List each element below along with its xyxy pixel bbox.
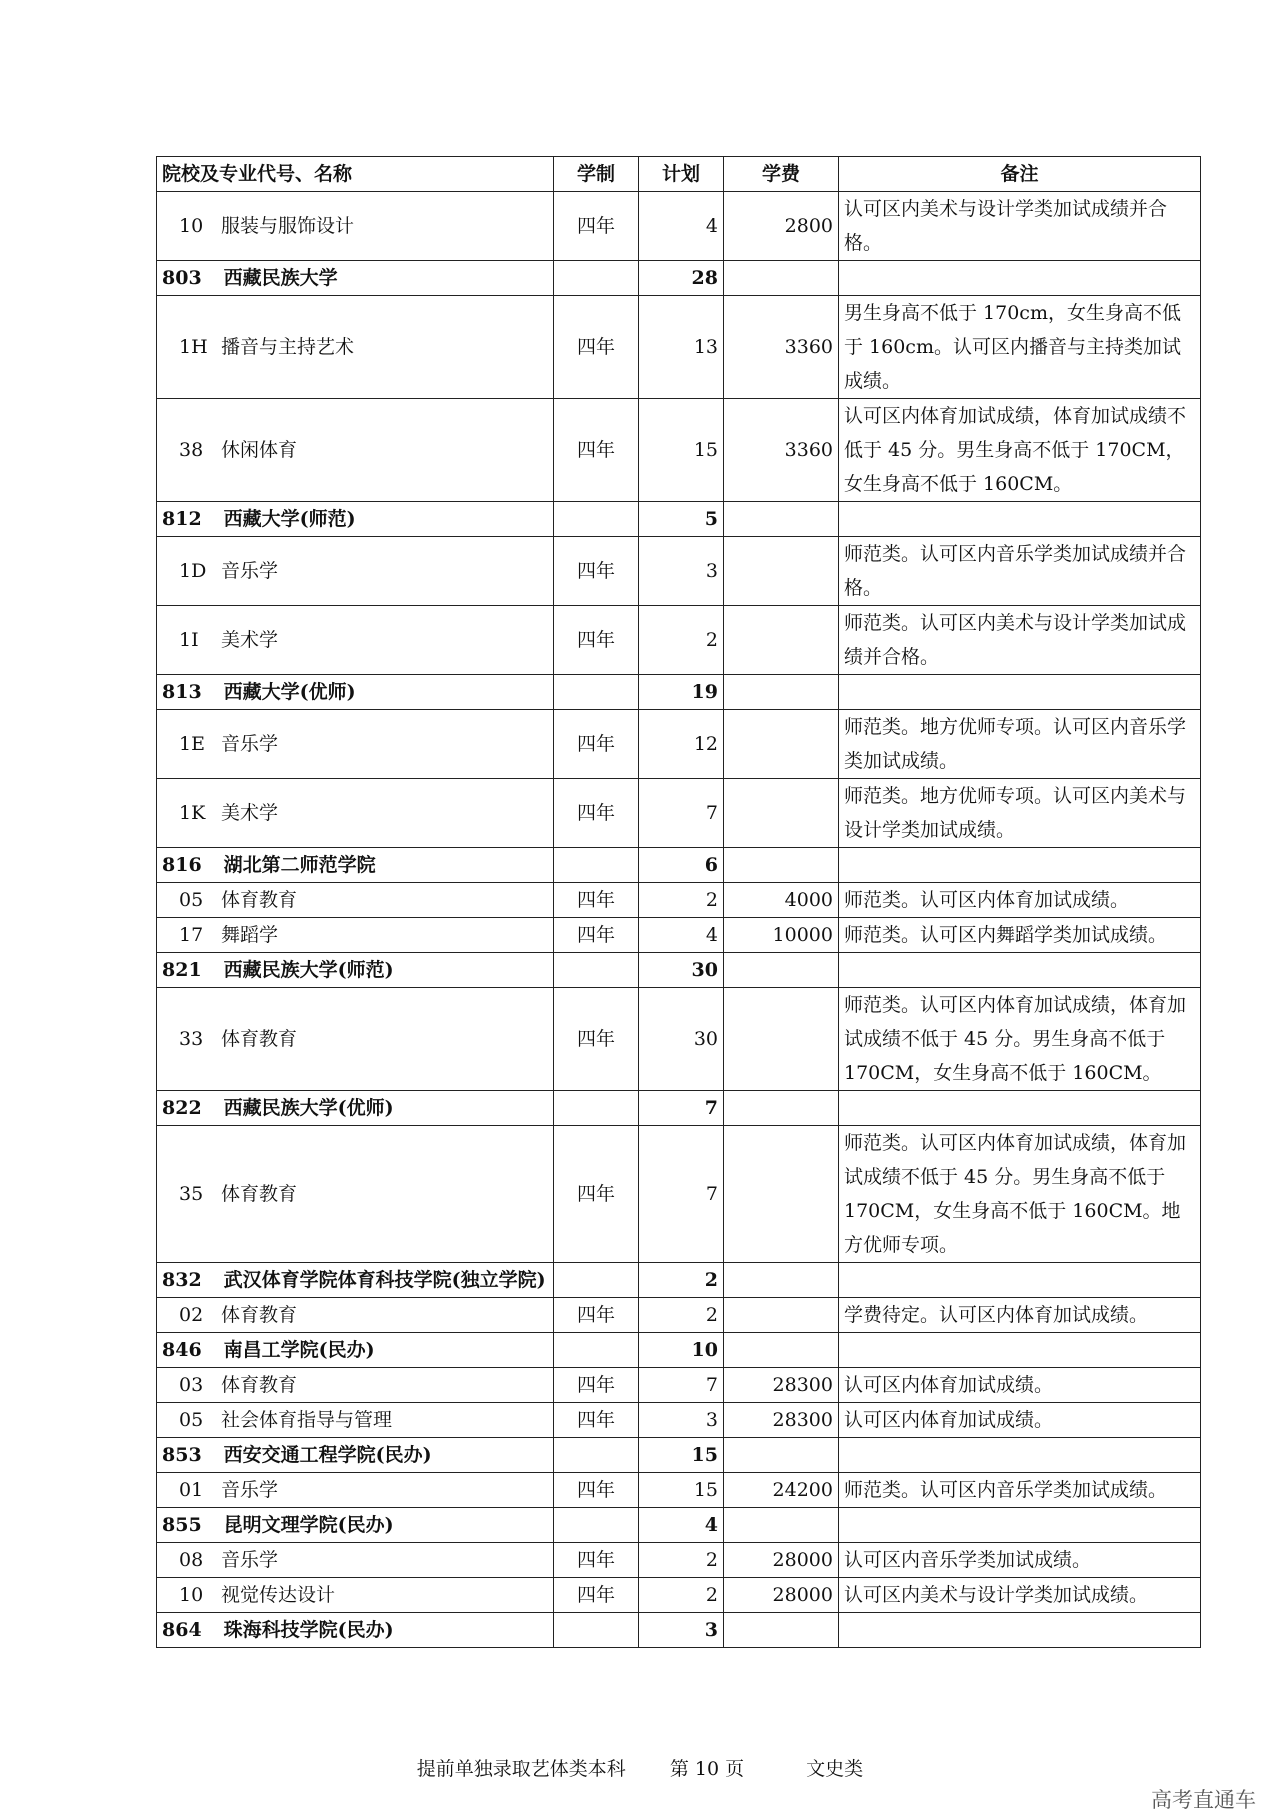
major-plan: 30	[639, 988, 724, 1091]
major-plan: 2	[639, 606, 724, 675]
major-note: 认可区内体育加试成绩，体育加试成绩不低于 45 分。男生身高不低于 170CM，女生身高不低于 160CM。	[839, 399, 1201, 502]
major-system: 四年	[554, 918, 639, 953]
school-name: 西藏大学(优师)	[223, 681, 356, 703]
major-name: 体育教育	[221, 1374, 298, 1396]
page-footer	[0, 1754, 1280, 1781]
school-name-cell	[157, 1091, 554, 1126]
major-name-cell	[157, 988, 554, 1091]
school-system-cell	[554, 1508, 639, 1543]
major-name: 舞蹈学	[221, 924, 279, 946]
header-plan: 计划	[639, 157, 724, 192]
major-code: 1K	[179, 802, 206, 824]
major-note: 认可区内体育加试成绩。	[839, 1368, 1201, 1403]
major-note: 师范类。认可区内美术与设计学类加试成绩并合格。	[839, 606, 1201, 675]
footer-category: 提前单独录取艺体类本科	[416, 1758, 626, 1780]
school-name: 武汉体育学院体育科技学院(独立学院)	[223, 1269, 546, 1291]
major-code: 10	[179, 215, 204, 237]
major-plan: 4	[639, 918, 724, 953]
school-plan: 2	[639, 1263, 724, 1298]
major-note: 师范类。地方优师专项。认可区内音乐学类加试成绩。	[839, 710, 1201, 779]
major-system: 四年	[554, 1578, 639, 1613]
school-row	[157, 675, 1201, 710]
major-code: 10	[179, 1584, 204, 1606]
major-plan: 13	[639, 296, 724, 399]
major-name: 音乐学	[221, 1479, 279, 1501]
major-system: 四年	[554, 399, 639, 502]
school-code: 832	[162, 1269, 202, 1291]
school-system-cell	[554, 1438, 639, 1473]
major-plan: 4	[639, 192, 724, 261]
school-row	[157, 261, 1201, 296]
major-plan: 3	[639, 1403, 724, 1438]
major-code: 01	[179, 1479, 204, 1501]
major-system: 四年	[554, 1298, 639, 1333]
major-plan: 7	[639, 1368, 724, 1403]
school-row	[157, 502, 1201, 537]
school-name: 珠海科技学院(民办)	[223, 1619, 394, 1641]
school-name: 西安交通工程学院(民办)	[223, 1444, 432, 1466]
major-fee: 4000	[724, 883, 839, 918]
major-note: 师范类。认可区内舞蹈学类加试成绩。	[839, 918, 1201, 953]
school-name-cell	[157, 675, 554, 710]
school-row	[157, 1091, 1201, 1126]
school-note-cell	[839, 1508, 1201, 1543]
header-system: 学制	[554, 157, 639, 192]
school-note-cell	[839, 1438, 1201, 1473]
school-system-cell	[554, 1091, 639, 1126]
major-note: 师范类。认可区内音乐学类加试成绩。	[839, 1473, 1201, 1508]
major-row	[157, 918, 1201, 953]
major-row	[157, 988, 1201, 1091]
major-plan: 15	[639, 1473, 724, 1508]
major-fee: 28300	[724, 1403, 839, 1438]
major-row	[157, 1126, 1201, 1263]
school-note-cell	[839, 502, 1201, 537]
school-fee-cell	[724, 1333, 839, 1368]
major-note: 师范类。认可区内体育加试成绩。	[839, 883, 1201, 918]
school-system-cell	[554, 953, 639, 988]
school-row	[157, 1613, 1201, 1648]
major-row	[157, 1298, 1201, 1333]
major-plan: 7	[639, 779, 724, 848]
major-name: 体育教育	[221, 1028, 298, 1050]
major-system: 四年	[554, 710, 639, 779]
major-fee	[724, 1298, 839, 1333]
school-note-cell	[839, 261, 1201, 296]
school-code: 821	[162, 959, 202, 981]
major-plan: 2	[639, 1578, 724, 1613]
school-system-cell	[554, 1333, 639, 1368]
school-note-cell	[839, 848, 1201, 883]
school-plan: 5	[639, 502, 724, 537]
major-system: 四年	[554, 537, 639, 606]
major-row	[157, 1543, 1201, 1578]
school-name: 南昌工学院(民办)	[223, 1339, 375, 1361]
school-code: 846	[162, 1339, 202, 1361]
school-fee-cell	[724, 1613, 839, 1648]
major-name: 播音与主持艺术	[221, 336, 355, 358]
school-name: 湖北第二师范学院	[223, 854, 376, 876]
school-note-cell	[839, 953, 1201, 988]
school-system-cell	[554, 848, 639, 883]
major-code: 02	[179, 1304, 204, 1326]
page-number: 第 10 页	[669, 1758, 745, 1780]
school-name-cell	[157, 1508, 554, 1543]
major-system: 四年	[554, 1126, 639, 1263]
major-note: 男生身高不低于 170cm，女生身高不低于 160cm。认可区内播音与主持类加试成绩。	[839, 296, 1201, 399]
major-plan: 7	[639, 1126, 724, 1263]
major-fee	[724, 779, 839, 848]
major-fee: 3360	[724, 296, 839, 399]
major-name-cell	[157, 1578, 554, 1613]
school-name: 西藏民族大学(师范)	[223, 959, 394, 981]
major-name-cell	[157, 192, 554, 261]
school-plan: 19	[639, 675, 724, 710]
major-system: 四年	[554, 1543, 639, 1578]
major-system: 四年	[554, 883, 639, 918]
major-code: 08	[179, 1549, 204, 1571]
major-name-cell	[157, 883, 554, 918]
major-code: 1D	[179, 560, 207, 582]
school-code: 813	[162, 681, 202, 703]
school-fee-cell	[724, 1438, 839, 1473]
major-name: 服装与服饰设计	[221, 215, 355, 237]
major-system: 四年	[554, 1403, 639, 1438]
major-fee	[724, 710, 839, 779]
school-fee-cell	[724, 675, 839, 710]
school-fee-cell	[724, 1263, 839, 1298]
school-name-cell	[157, 1438, 554, 1473]
enrollment-table	[156, 156, 1201, 1648]
major-plan: 3	[639, 537, 724, 606]
major-name: 体育教育	[221, 1304, 298, 1326]
school-code: 812	[162, 508, 202, 530]
school-plan: 30	[639, 953, 724, 988]
major-name-cell	[157, 1473, 554, 1508]
school-note-cell	[839, 1613, 1201, 1648]
major-fee	[724, 537, 839, 606]
major-name-cell	[157, 779, 554, 848]
major-plan: 12	[639, 710, 724, 779]
major-note: 认可区内音乐学类加试成绩。	[839, 1543, 1201, 1578]
school-name-cell	[157, 502, 554, 537]
major-name: 休闲体育	[221, 439, 298, 461]
school-name: 昆明文理学院(民办)	[223, 1514, 394, 1536]
major-name: 美术学	[221, 629, 279, 651]
major-name-cell	[157, 537, 554, 606]
major-note: 认可区内体育加试成绩。	[839, 1403, 1201, 1438]
school-code: 822	[162, 1097, 202, 1119]
major-system: 四年	[554, 988, 639, 1091]
school-name-cell	[157, 1263, 554, 1298]
major-code: 33	[179, 1028, 204, 1050]
school-fee-cell	[724, 953, 839, 988]
school-name-cell	[157, 1333, 554, 1368]
major-row	[157, 1473, 1201, 1508]
major-name-cell	[157, 1403, 554, 1438]
header-note: 备注	[839, 157, 1201, 192]
major-name: 音乐学	[221, 733, 279, 755]
major-name-cell	[157, 1543, 554, 1578]
major-plan: 15	[639, 399, 724, 502]
school-name-cell	[157, 1613, 554, 1648]
major-name: 视觉传达设计	[221, 1584, 336, 1606]
school-note-cell	[839, 1333, 1201, 1368]
major-note: 师范类。认可区内体育加试成绩，体育加试成绩不低于 45 分。男生身高不低于 170CM，女生身高不低于 160CM。	[839, 988, 1201, 1091]
major-system: 四年	[554, 296, 639, 399]
major-row	[157, 192, 1201, 261]
major-row	[157, 399, 1201, 502]
major-plan: 2	[639, 883, 724, 918]
school-plan: 4	[639, 1508, 724, 1543]
major-name-cell	[157, 918, 554, 953]
school-system-cell	[554, 1263, 639, 1298]
major-code: 17	[179, 924, 204, 946]
school-row	[157, 1508, 1201, 1543]
school-name: 西藏大学(师范)	[223, 508, 356, 530]
school-code: 864	[162, 1619, 202, 1641]
major-note: 师范类。认可区内音乐学类加试成绩并合格。	[839, 537, 1201, 606]
major-row	[157, 537, 1201, 606]
major-row	[157, 1578, 1201, 1613]
major-code: 05	[179, 1409, 204, 1431]
school-row	[157, 1263, 1201, 1298]
major-name-cell	[157, 1368, 554, 1403]
major-note: 学费待定。认可区内体育加试成绩。	[839, 1298, 1201, 1333]
major-code: 38	[179, 439, 204, 461]
header-name: 院校及专业代号、名称	[157, 157, 554, 192]
major-name-cell	[157, 296, 554, 399]
school-plan: 28	[639, 261, 724, 296]
school-plan: 6	[639, 848, 724, 883]
school-fee-cell	[724, 1091, 839, 1126]
major-code: 05	[179, 889, 204, 911]
major-name: 体育教育	[221, 889, 298, 911]
school-name: 西藏民族大学(优师)	[223, 1097, 394, 1119]
major-system: 四年	[554, 1368, 639, 1403]
major-name-cell	[157, 1126, 554, 1263]
header-fee: 学费	[724, 157, 839, 192]
school-row	[157, 1333, 1201, 1368]
school-plan: 10	[639, 1333, 724, 1368]
major-fee: 2800	[724, 192, 839, 261]
school-name-cell	[157, 953, 554, 988]
major-row	[157, 606, 1201, 675]
school-name-cell	[157, 261, 554, 296]
school-name-cell	[157, 848, 554, 883]
footer-subject: 文史类	[806, 1758, 864, 1780]
major-fee: 28300	[724, 1368, 839, 1403]
major-note: 师范类。认可区内体育加试成绩，体育加试成绩不低于 45 分。男生身高不低于 170CM，女生身高不低于 160CM。地方优师专项。	[839, 1126, 1201, 1263]
school-fee-cell	[724, 261, 839, 296]
school-system-cell	[554, 261, 639, 296]
major-fee	[724, 1126, 839, 1263]
school-system-cell	[554, 675, 639, 710]
major-row	[157, 883, 1201, 918]
major-plan: 2	[639, 1298, 724, 1333]
major-code: 1I	[179, 629, 199, 651]
school-code: 816	[162, 854, 202, 876]
school-fee-cell	[724, 1508, 839, 1543]
major-fee: 28000	[724, 1578, 839, 1613]
major-system: 四年	[554, 779, 639, 848]
major-name: 美术学	[221, 802, 279, 824]
watermark: 高考直通车	[1151, 1788, 1256, 1812]
major-row	[157, 296, 1201, 399]
school-plan: 7	[639, 1091, 724, 1126]
major-code: 03	[179, 1374, 204, 1396]
school-name: 西藏民族大学	[223, 267, 338, 289]
school-note-cell	[839, 675, 1201, 710]
school-code: 853	[162, 1444, 202, 1466]
school-system-cell	[554, 502, 639, 537]
major-row	[157, 1368, 1201, 1403]
major-row	[157, 1403, 1201, 1438]
major-name: 音乐学	[221, 1549, 279, 1571]
major-system: 四年	[554, 192, 639, 261]
major-row	[157, 710, 1201, 779]
school-row	[157, 848, 1201, 883]
major-fee: 3360	[724, 399, 839, 502]
major-code: 1H	[179, 336, 208, 358]
major-name-cell	[157, 606, 554, 675]
major-name-cell	[157, 710, 554, 779]
school-note-cell	[839, 1263, 1201, 1298]
school-plan: 3	[639, 1613, 724, 1648]
major-name-cell	[157, 1298, 554, 1333]
major-note: 师范类。地方优师专项。认可区内美术与设计学类加试成绩。	[839, 779, 1201, 848]
major-code: 1E	[179, 733, 205, 755]
school-fee-cell	[724, 848, 839, 883]
major-system: 四年	[554, 606, 639, 675]
major-fee	[724, 988, 839, 1091]
major-note: 认可区内美术与设计学类加试成绩并合格。	[839, 192, 1201, 261]
major-name: 音乐学	[221, 560, 279, 582]
school-row	[157, 1438, 1201, 1473]
school-note-cell	[839, 1091, 1201, 1126]
major-name: 体育教育	[221, 1183, 298, 1205]
major-row	[157, 779, 1201, 848]
major-note: 认可区内美术与设计学类加试成绩。	[839, 1578, 1201, 1613]
major-code: 35	[179, 1183, 204, 1205]
school-system-cell	[554, 1613, 639, 1648]
major-plan: 2	[639, 1543, 724, 1578]
school-row	[157, 953, 1201, 988]
major-name: 社会体育指导与管理	[221, 1409, 393, 1431]
major-system: 四年	[554, 1473, 639, 1508]
major-fee: 24200	[724, 1473, 839, 1508]
major-name-cell	[157, 399, 554, 502]
school-code: 803	[162, 267, 202, 289]
major-fee	[724, 606, 839, 675]
table-header-row	[157, 157, 1201, 192]
major-fee: 28000	[724, 1543, 839, 1578]
school-fee-cell	[724, 502, 839, 537]
school-plan: 15	[639, 1438, 724, 1473]
school-code: 855	[162, 1514, 202, 1536]
major-fee: 10000	[724, 918, 839, 953]
